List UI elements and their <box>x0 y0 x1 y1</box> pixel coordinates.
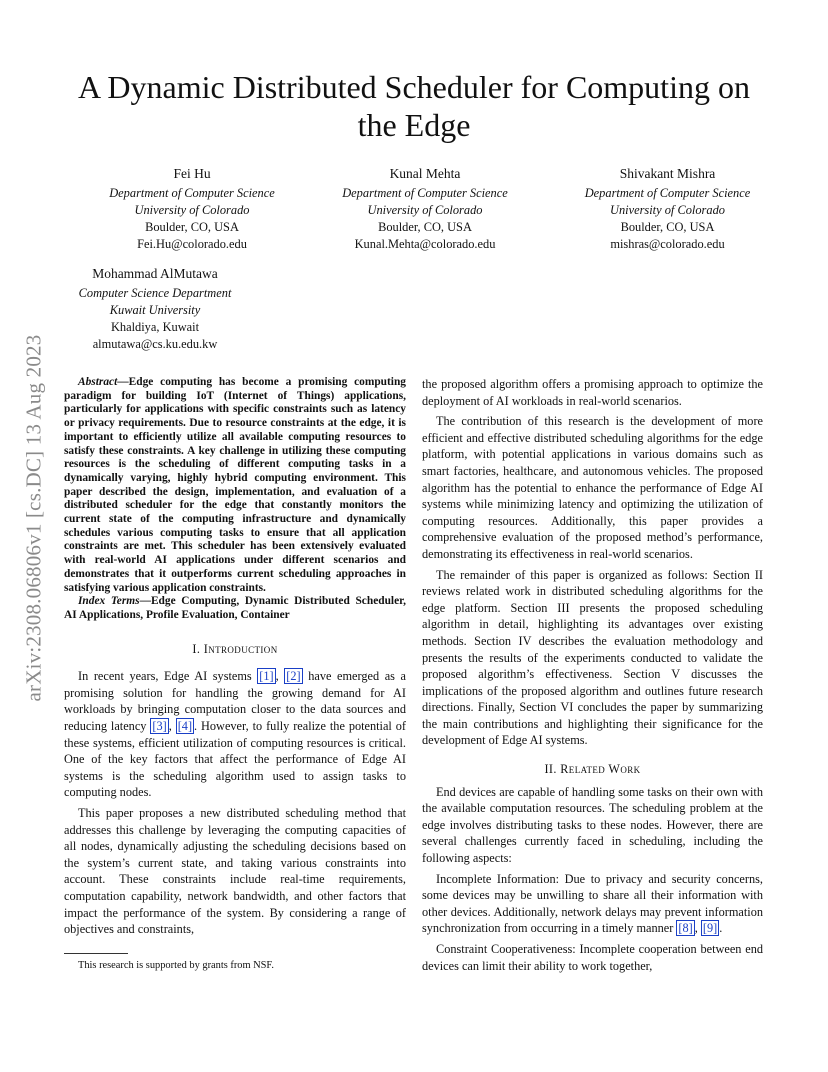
author-block <box>555 165 780 253</box>
citation-link[interactable]: [4] <box>177 719 193 734</box>
citation-link[interactable]: [2] <box>286 669 301 684</box>
author-email[interactable]: Fei.Hu@colorado.edu <box>137 237 247 251</box>
author-email[interactable]: Kunal.Mehta@colorado.edu <box>354 237 496 251</box>
citation-link[interactable]: [1] <box>259 669 274 684</box>
footnote-divider <box>64 953 128 954</box>
citation-link[interactable]: [9] <box>702 921 718 936</box>
author-email[interactable]: almutawa@cs.ku.edu.kw <box>92 337 218 351</box>
paragraph-text: , <box>275 669 285 684</box>
author-name: Shivakant Mishra <box>619 166 716 181</box>
author-university: University of Colorado <box>610 203 725 217</box>
author-university: University of Colorado <box>367 203 483 217</box>
citation-link[interactable]: [3] <box>152 719 167 734</box>
paragraph-text: , <box>168 719 176 734</box>
author-name: Mohammad AlMutawa <box>92 266 218 281</box>
intro-paragraph-3: The contribution of this research is the development of more efficient and effective distributed scheduling algorithms for the edge platform, with potential applications in various domains such as smart factories, healthcare, and autonomous vehicles. The proposed algorithm has the potential to enhance the performance of Edge AI systems while minimizing latency and optimizing the utilization of computing resources. Additionally, this paper provides a comprehensive evaluation of the proposed method’s performance, demonstrating its effectiveness in real-world scenarios. <box>422 414 763 561</box>
author-name: Fei Hu <box>173 166 211 181</box>
author-department: Department of Computer Science <box>342 186 508 200</box>
author-email[interactable]: mishras@colorado.edu <box>610 237 725 251</box>
related-paragraph-2 <box>422 871 763 937</box>
index-terms <box>64 595 406 622</box>
author-name: Kunal Mehta <box>389 166 461 181</box>
author-department: Computer Science Department <box>78 286 232 300</box>
paragraph-text: have emerged as a promising solution for handling the growing demand for AI workloads by bringing computation closer to the data sources and reducing latency <box>64 669 406 734</box>
index-terms-text: —Edge Computing, Dynamic Distributed Scheduler, AI Applications, Profile Evaluation, Container <box>64 595 406 621</box>
related-paragraph-1: End devices are capable of handling some tasks on their own with the available computation resources. The scheduling problem at the edge involves distributing tasks to these nodes. However, there are several challenges currently faced in scheduling, including the following aspects: <box>422 784 763 866</box>
author-university: University of Colorado <box>134 203 250 217</box>
paragraph-text: , <box>694 921 701 936</box>
author-block <box>55 265 255 353</box>
author-university: Kuwait University <box>109 303 201 317</box>
intro-paragraph-2: This paper proposes a new distributed scheduling method that addresses this challenge by leveraging the computing capacities of all nodes, dynamically adjusting the scheduling decisions based on the system’s current state, and taking various constraints into account. These constraints include real-time requirements, computation capability, network bandwidth, and other factors that impact the performance of the system. By considering a range of objectives and constraints, <box>64 806 406 937</box>
paragraph-text: Incomplete Information: Due to privacy and security concerns, some devices may be unwilling to share all their information with other devices. Additionally, network delays may prevent information synchronization from occurring in a timely manner <box>422 871 763 936</box>
author-location: Boulder, CO, USA <box>620 220 715 234</box>
abstract-text: —Edge computing has become a promising computing paradigm for building IoT (Internet of Things) applications, particularly for applications with specific constraints such as latency or privacy requirements. Due to resource constraints at the edge, it is important to efficiently utilize all available computing resources to satisfy these constraints. A key challenge in utilizing these computing resources is the scheduling of different computing tasks in a dynamically varying, highly hybrid computing environment. This paper described the design, implementation, and evaluation of a distributed scheduler for the edge that constantly monitors the current state of the computing infrastructure and dynamically schedules various computing tasks to ensure that all application constraints are met. This scheduler has been extensively evaluated with real-world AI applications under different scenarios and demonstrates that it outperforms current scheduling approaches in satisfying various application constraints. <box>64 376 406 594</box>
author-location: Boulder, CO, USA <box>145 220 239 234</box>
intro-paragraph-2-continued: the proposed algorithm offers a promising approach to optimize the deployment of AI workloads in real-world scenarios. <box>422 377 763 408</box>
section-heading-related-work: II. Related Work <box>544 762 641 777</box>
paragraph-text: In recent years, Edge AI systems <box>78 669 258 684</box>
paragraph-text: . <box>719 921 723 936</box>
author-block <box>325 165 525 253</box>
right-column <box>422 376 763 974</box>
intro-paragraph-4: The remainder of this paper is organized as follows: Section II reviews related work in distributed scheduling algorithms for the edge platform. Section III presents the proposed scheduling algorithm in detail, highlighting its advantages over existing methods. Section IV describes the evaluation methodology and presents the results of the experiments conducted to validate the proposed algorithm’s effectiveness. Section V discusses the implications of the proposed algorithm and outlines future research directions. Finally, Section VI concludes the paper by summarizing the main contributions and highlighting their significance for the development of Edge AI systems. <box>422 567 763 748</box>
author-location: Boulder, CO, USA <box>378 220 472 234</box>
arxiv-identifier <box>21 280 47 756</box>
abstract-label: Abstract <box>78 376 118 388</box>
related-paragraph-3: Constraint Cooperativeness: Incomplete cooperation between end devices can limit their ability to work together, <box>422 942 763 973</box>
left-column <box>64 376 406 938</box>
arxiv-identifier-text[interactable]: arXiv:2308.06806v1 [cs.DC] 13 Aug 2023 <box>21 334 46 702</box>
intro-paragraph-1 <box>64 668 406 801</box>
paragraph-text: . However, to fully realize the potential of these systems, efficient utilization of computing resources is critical. One of the key factors that affect the performance of Edge AI systems is the scheduling algorithm used to assign tasks to computing nodes. <box>64 719 406 800</box>
author-location: Khaldiya, Kuwait <box>110 320 200 334</box>
paper-title: A Dynamic Distributed Scheduler for Computing on the Edge <box>78 69 750 143</box>
citation-link[interactable]: [8] <box>678 921 693 936</box>
author-block <box>92 165 292 253</box>
section-heading-introduction: I. Introduction <box>192 641 278 656</box>
abstract <box>64 376 406 595</box>
author-department: Department of Computer Science <box>584 186 751 200</box>
index-terms-label: Index Terms <box>78 595 140 608</box>
footnote: This research is supported by grants from NSF. <box>78 960 274 971</box>
author-department: Department of Computer Science <box>109 186 275 200</box>
